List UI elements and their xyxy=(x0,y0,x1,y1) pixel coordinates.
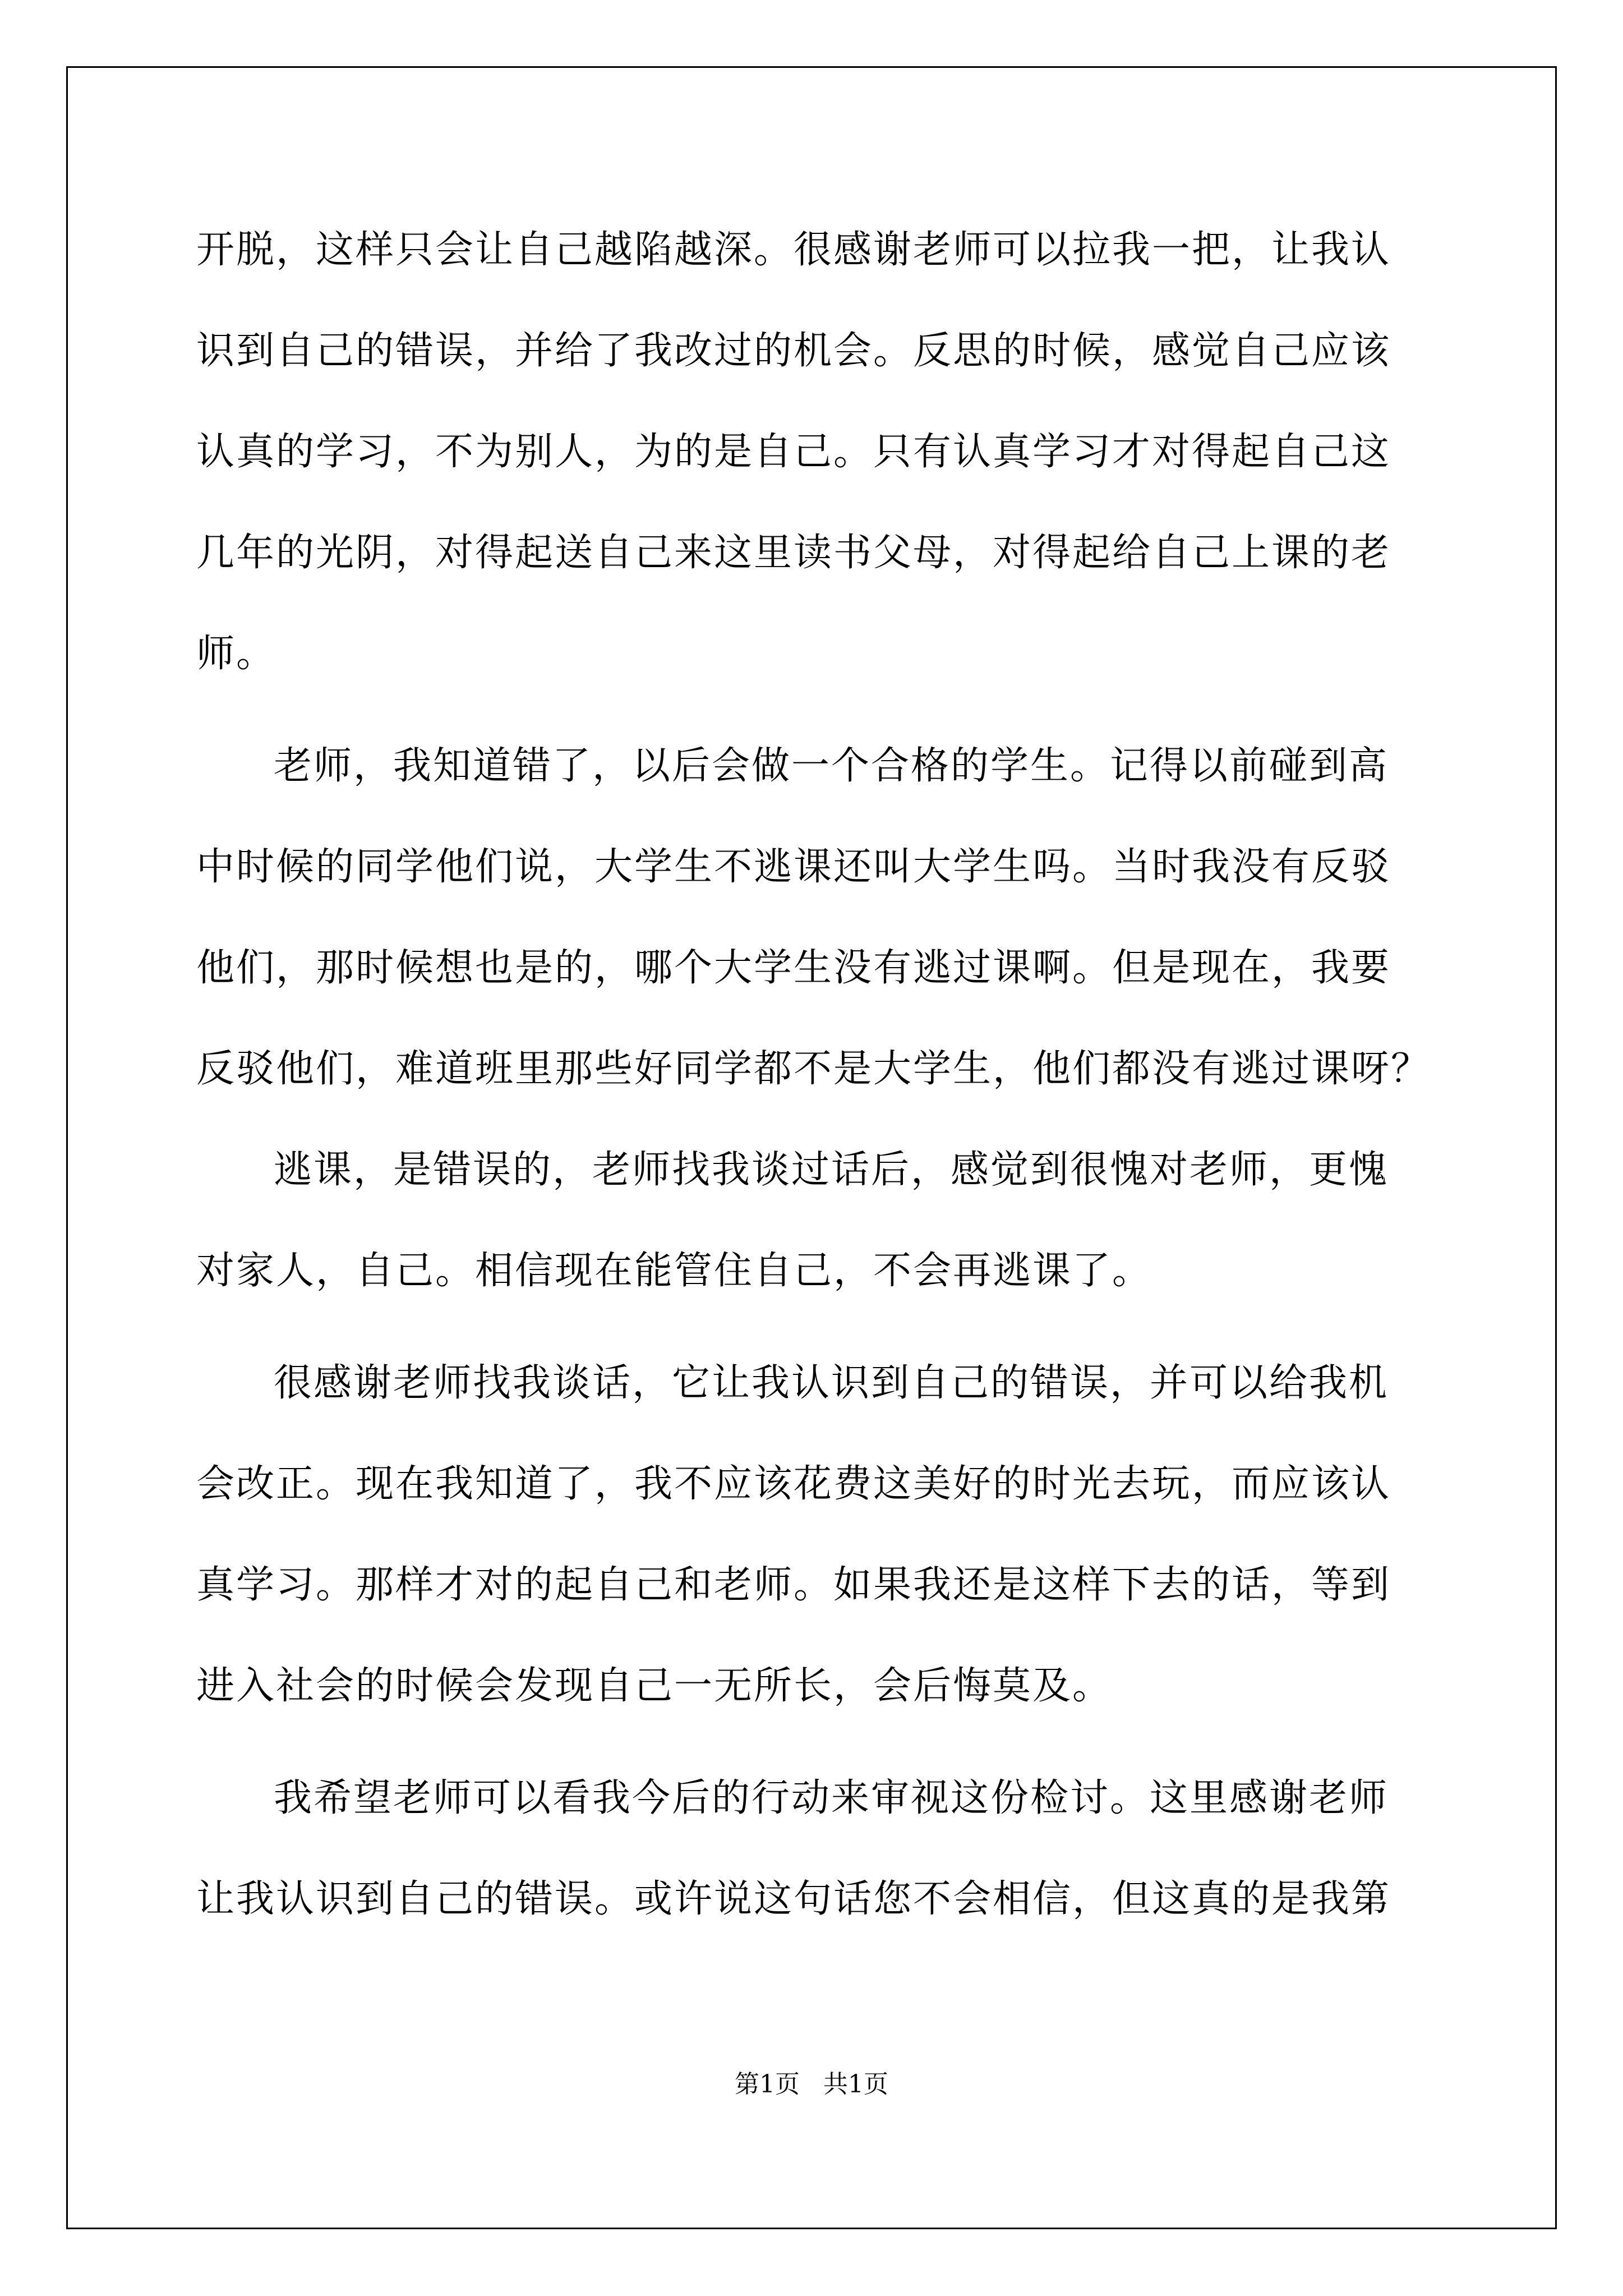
text-line: 他们，那时候想也是的，哪个大学生没有逃过课啊。但是现在，我要 xyxy=(196,946,1391,990)
text-line: 几年的光阴，对得起送自己来这里读书父母，对得起给自己上课的老 xyxy=(196,531,1391,575)
text-line: 识到自己的错误，并给了我改过的机会。反思的时候，感觉自己应该 xyxy=(196,329,1391,373)
text-line: 中时候的同学他们说，大学生不逃课还叫大学生吗。当时我没有反驳 xyxy=(196,845,1391,889)
text-line: 很感谢老师找我谈话，它让我认识到自己的错误，并可以给我机 xyxy=(274,1361,1389,1405)
text-line: 师。 xyxy=(196,632,276,676)
text-line: 逃课，是错误的，老师找我谈过话后，感觉到很愧对老师，更愧 xyxy=(274,1148,1389,1192)
page-total: 共1页 xyxy=(823,2070,888,2099)
text-line: 会改正。现在我知道了，我不应该花费这美好的时光去玩，而应该认 xyxy=(196,1462,1391,1506)
text-line: 进入社会的时候会发现自己一无所长，会后悔莫及。 xyxy=(196,1664,1113,1708)
text-line: 我希望老师可以看我今后的行动来审视这份检讨。这里感谢老师 xyxy=(274,1776,1389,1820)
text-line: 认真的学习，不为别人，为的是自己。只有认真学习才对得起自己这 xyxy=(196,430,1391,474)
text-line: 开脱，这样只会让自己越陷越深。很感谢老师可以拉我一把，让我认 xyxy=(196,228,1391,272)
text-line: 对家人，自己。相信现在能管住自己，不会再逃课了。 xyxy=(196,1249,1152,1293)
text-line: 让我认识到自己的错误。或许说这句话您不会相信，但这真的是我第 xyxy=(196,1877,1391,1921)
text-line: 老师，我知道错了，以后会做一个合格的学生。记得以前碰到高 xyxy=(274,744,1389,788)
text-line: 真学习。那样才对的起自己和老师。如果我还是这样下去的话，等到 xyxy=(196,1563,1391,1607)
page-number: 第1页 xyxy=(735,2070,800,2099)
text-line: 反驳他们，难道班里那些好同学都不是大学生，他们都没有逃过课呀？ xyxy=(196,1047,1431,1091)
page-footer xyxy=(0,2068,1623,2101)
document-body xyxy=(196,200,1475,1950)
